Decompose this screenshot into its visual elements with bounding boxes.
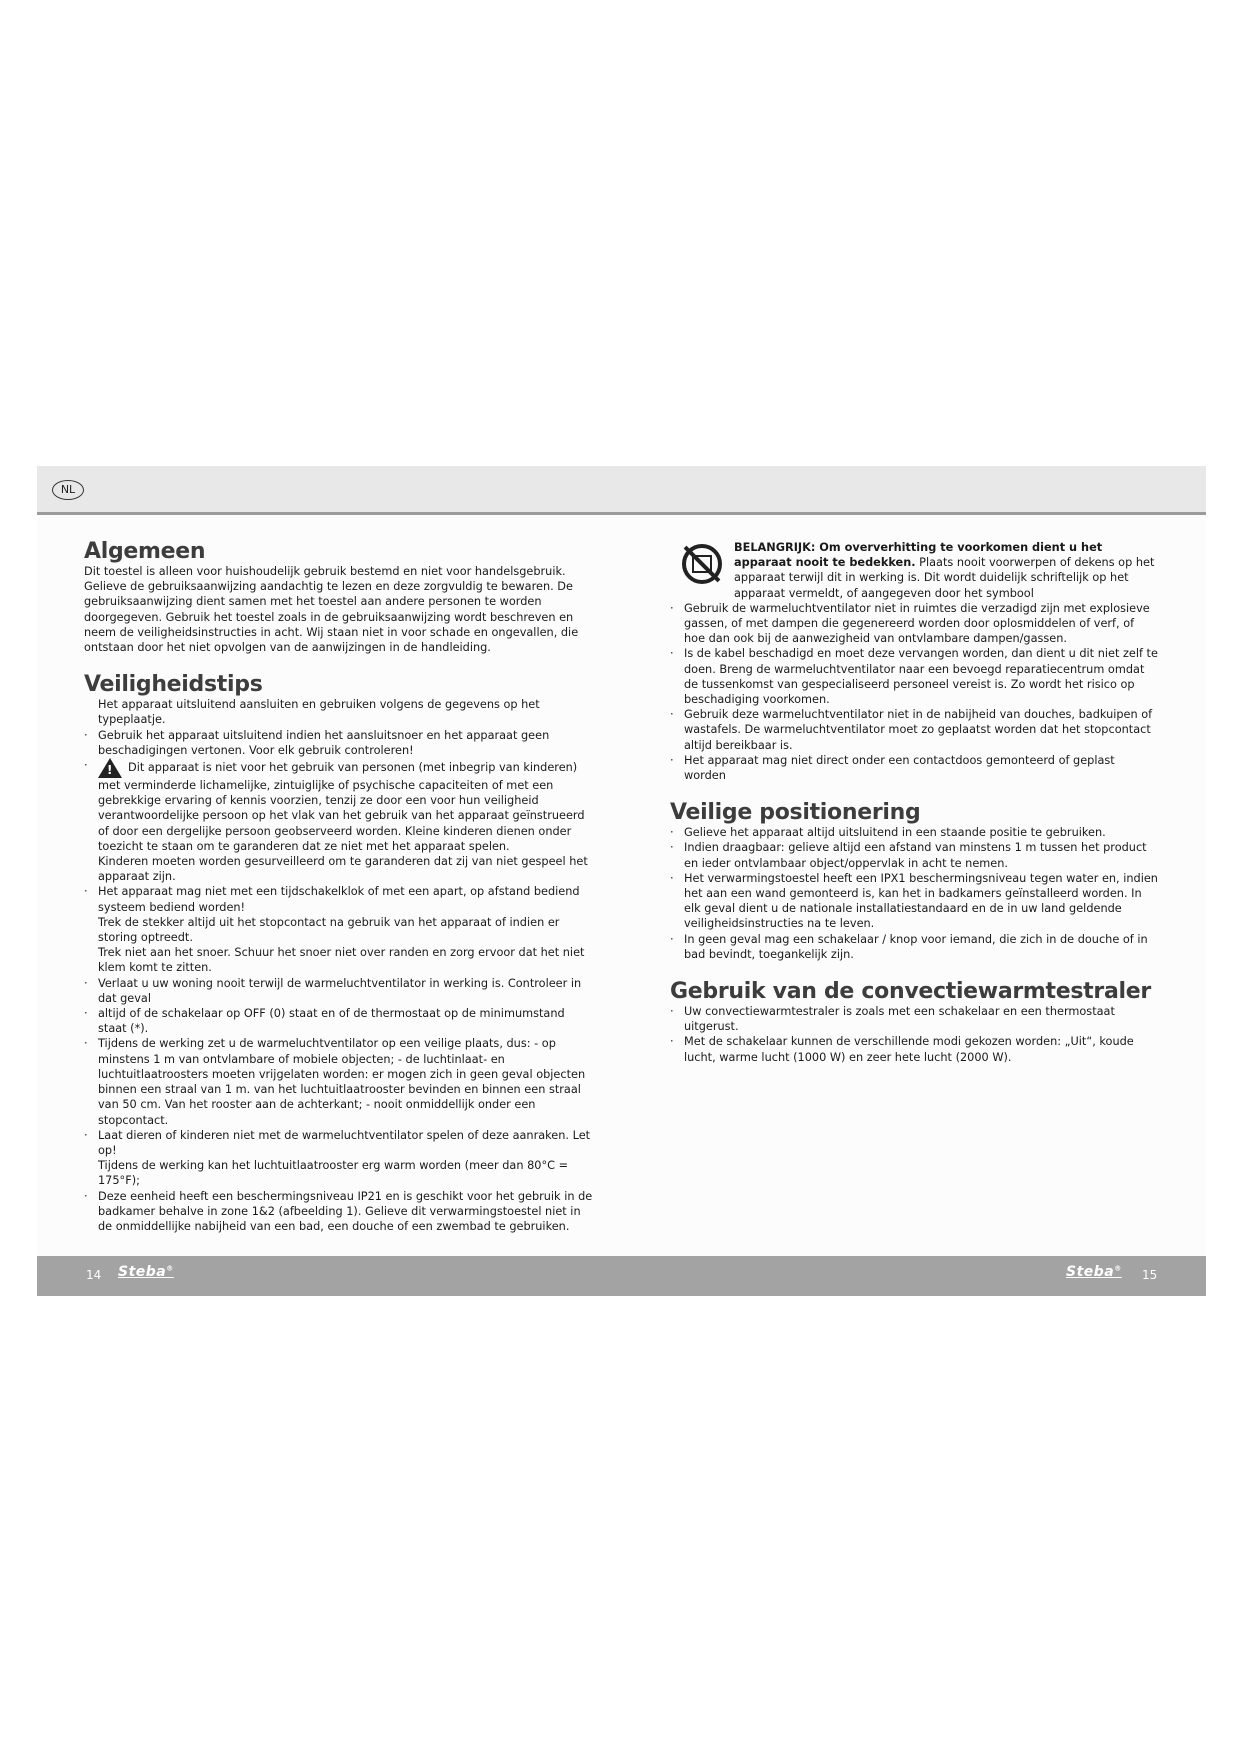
important-label: BELANGRIJK xyxy=(734,541,811,554)
list-item: · Gebruik deze warmeluchtventilator niet in de nabijheid van douches, badkuipen of wastafels. De warmeluchtventilator moet zo geplaatst worden dat het stopcontact altijd bereikbaar is. xyxy=(670,707,1158,753)
header-bar xyxy=(37,466,1206,515)
list-item: Het apparaat uitsluitend aansluiten en gebruiken volgens de gegevens op het typeplaatje. xyxy=(98,698,540,727)
list-item: · altijd of de schakelaar op OFF (0) staat en of de thermostaat op de minimumstand staat (*). xyxy=(84,1006,594,1036)
brand-logo-right: Steba® xyxy=(1066,1264,1122,1280)
right-list xyxy=(670,601,1158,783)
important-notice xyxy=(670,540,1158,601)
list-item: · Het verwarmingstoestel heeft een IPX1 beschermingsniveau tegen water en, indien het aan een wand gemonteerd is, kan het in badkamers geïnstalleerd worden. In elk geval dient u de nationale installatiestandaard en de in uw land geldende veiligheidsinstructies na te leven. xyxy=(670,871,1158,932)
do-not-cover-icon xyxy=(682,544,722,584)
list-item: · Deze eenheid heeft een beschermingsniveau IP21 en is geschikt voor het gebruik in de badkamer behalve in zone 1&2 (afbeelding 1). Gelieve dit verwarmingstoestel niet in de onmiddellijke nabijheid van een bad, een douche of een zwembad te gebruiken. xyxy=(84,1189,594,1235)
list-item: · Is de kabel beschadigd en moet deze vervangen worden, dan dient u dit niet zelf te doen. Breng de warmeluchtventilator naar een bevoegd reparatiecentrum omdat de tussenkomst van gespecialiseerd personeel vereist is. Zo wordt het risico op beschadiging voorkomen. xyxy=(670,646,1158,707)
left-column xyxy=(84,540,594,1234)
list-item: Kinderen moeten worden gesurveilleerd om te garanderen dat zij van niet gespeel het apparaat zijn. xyxy=(98,855,588,884)
list-item: · Verlaat u uw woning nooit terwijl de warmeluchtventilator in werking is. Controleer in dat geval xyxy=(84,976,594,1006)
veiligheidstips-list xyxy=(84,697,594,1234)
important-text: Plaats nooit voorwerpen of dekens op het apparaat terwijl dit in werking is. Dit wordt duidelijk schriftelijk op het apparaat vermeldt, of aangegeven door het symbool xyxy=(734,556,1155,600)
list-item: · Het apparaat mag niet met een tijdschakelklok of met een apart, op afstand bediend systeem bediend worden! xyxy=(84,884,594,914)
list-item: · Gelieve het apparaat altijd uitsluitend in een staande positie te gebruiken. xyxy=(670,825,1158,840)
page-number-left: 14 xyxy=(86,1268,102,1282)
algemeen-title: Algemeen xyxy=(84,539,206,564)
brand-logo-left: Steba® xyxy=(118,1264,174,1280)
list-item: · Gebruik het apparaat uitsluitend indien het aansluitsnoer en het apparaat geen beschadigingen vertonen. Voor elk gebruik controleren! xyxy=(84,728,594,758)
positionering-list xyxy=(670,825,1158,962)
list-item: · Uw convectiewarmtestraler is zoals met een schakelaar en een thermostaat uitgerust. xyxy=(670,1004,1158,1034)
list-item: · In geen geval mag een schakelaar / knop voor iemand, die zich in de douche of in bad bevindt, toegankelijk zijn. xyxy=(670,932,1158,962)
veiligheidstips-title: Veiligheidstips xyxy=(84,672,263,698)
list-item: · Met de schakelaar kunnen de verschillende modi gekozen worden: „Uit“, koude lucht, warme lucht (1000 W) en zeer hete lucht (2000 W). xyxy=(670,1034,1158,1064)
page-number-right: 15 xyxy=(1142,1268,1158,1282)
list-item: · Tijdens de werking zet u de warmeluchtventilator op een veilige plaats, dus: - op minstens 1 m van ontvlambare of mobiele objecten; - de luchtinlaat- en luchtuitlaatroosters moeten vrijgelaten worden: er mogen zich in geen geval objecten binnen een straal van 1 m. van het luchtuitlaatrooster bevinden en binnen een straal van 50 cm. Van het rooster aan de achterkant; - nooit onmiddellijk onder een stopcontact. xyxy=(84,1036,594,1127)
warning-icon xyxy=(98,758,122,778)
language-badge: NL xyxy=(52,480,84,500)
right-column xyxy=(670,540,1158,1065)
list-item: Tijdens de werking kan het luchtuitlaatrooster erg warm worden (meer dan 80°C = 175°F); xyxy=(98,1159,569,1188)
list-item: · Gebruik de warmeluchtventilator niet in ruimtes die verzadigd zijn met explosieve gassen, of met dampen die gegenereerd worden door oplosmiddelen of verf, of hoe dan ook bij de aanwezigheid van ontvlambare dampen/gassen. xyxy=(670,601,1158,647)
positionering-title: Veilige positionering xyxy=(670,800,921,826)
list-item: Trek de stekker altijd uit het stopcontact na gebruik van het apparaat of indien er storing optreedt. xyxy=(98,915,560,945)
footer-bar xyxy=(37,1256,1206,1296)
list-item-text: Dit apparaat is niet voor het gebruik van personen (met inbegrip van kinderen) met verminderde lichamelijke, zintuiglijke of psychische capaciteiten of met een gebrekkige ervaring of kennis voorzien, tenzij ze door een voor hun veiligheid verantwoordelijke persoon op het vlak van het gebruik van het apparaat geïnstrueerd of door een dergelijke persoon geobserveerd worden. Kleine kinderen dienen onder toezicht te staan om te garanderen dat ze niet met het apparaat spelen. xyxy=(98,761,585,853)
algemeen-text: Dit toestel is alleen voor huishoudelijk gebruik bestemd en niet voor handelsgebruik. Gelieve de gebruiksaanwijzing aandachtig te lezen en deze zorgvuldig te bewaren. De gebruiksaanwijzing dient samen met het toestel aan andere personen te worden doorgegeven. Gebruik het toestel zoals in de gebruiksaanwijzing wordt beschreven en neem de veiligheidsinstructies in acht. Wij staan niet in voor schade en ongevallen, die ontstaan door het niet opvolgen van de aanwijzingen in de handleiding. xyxy=(84,565,579,655)
important-bold: : Om oververhitting te voorkomen dient u het apparaat nooit te bedekken. xyxy=(734,541,1103,570)
gebruik-list xyxy=(670,1004,1158,1065)
list-item: · Laat dieren of kinderen niet met de warmeluchtventilator spelen of deze aanraken. Let op! xyxy=(84,1128,594,1158)
list-item: Trek niet aan het snoer. Schuur het snoer niet over randen en zorg ervoor dat het niet klem komt te zitten. xyxy=(98,946,585,975)
gebruik-title: Gebruik van de convectiewarmtestraler xyxy=(670,979,1151,1005)
list-item: · Indien draagbaar: gelieve altijd een afstand van minstens 1 m tussen het product en ieder ontvlambaar object/oppervlak in acht te nemen. xyxy=(670,840,1158,870)
list-item xyxy=(84,758,594,854)
list-item: · Het apparaat mag niet direct onder een contactdoos gemonteerd of geplast worden xyxy=(670,753,1158,783)
